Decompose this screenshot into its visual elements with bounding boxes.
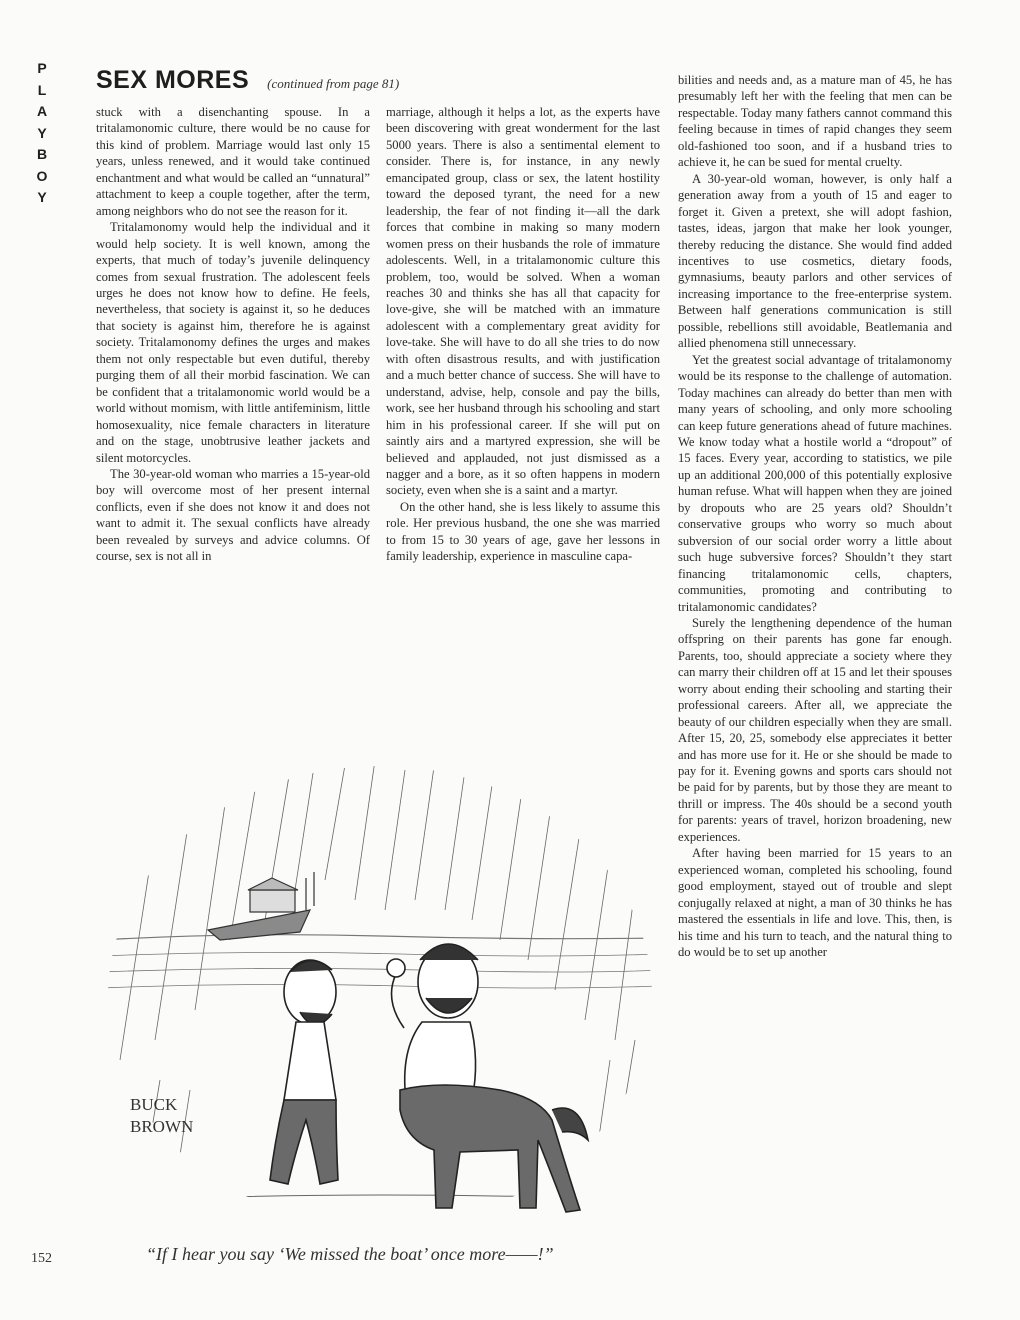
article-headline	[96, 66, 399, 95]
masthead-letter: A	[36, 103, 48, 119]
artist-signature: BROWN	[130, 1117, 194, 1136]
centaur-figure	[387, 944, 588, 1212]
masthead-letter: L	[37, 81, 47, 98]
paragraph: bilities and needs and, as a mature man of 45, he has presumably left her with the feeling that men can be respectable. Today many fathers cannot command this feeling because in times of rapid changes they seem old-fashioned too soon, and if a husband tries to achieve it, he can be sued for mental cruelty.	[678, 73, 952, 170]
paragraph: The 30-year-old woman who marries a 15-year-old boy will overcome most of her present internal conflicts, even if she does not know it and does not want to admit it. The sexual conflicts have already been revealed by surveys and advice columns. Of course, sex is not all in	[96, 466, 370, 564]
paragraph: Yet the greatest social advantage of tritalamonomy would be its response to the challenge of automation. Today machines can already do better than men with many years of schooling, and only more schooling can keep future generations ahead of future machines. We know today what a hostile world a “dropout” of 15 faces. Every year, according to statistics, we pile up an additional 200,000 of this potentially explosive human refuse. What will happen when they are joined by dropouts who are 25 years old? Shouldn’t conservative groups who worry so much about subversion of our social order worry a little about such huge subversive forces? Shouldn’t they start financing tritalamonomic cells, chapters, communities, promoting and contributing to tritalamonomic candidates?	[678, 352, 952, 614]
article-title: SEX MORES	[96, 66, 250, 94]
masthead-letter: Y	[37, 124, 47, 141]
cartoon-drawing	[100, 760, 660, 1232]
masthead-letter: B	[36, 146, 48, 162]
paragraph: stuck with a disenchanting spouse. In a tritalamonomic culture, there would be no cause for this kind of problem. Marriage would last only 15 years, unless renewed, and it would take continued enchantment and what would be called an “unnatural” attachment to keep a couple together, after the term, among neighbors who do not see the reason for it.	[96, 105, 370, 218]
faun-figure	[270, 960, 338, 1184]
text-column-1	[96, 104, 370, 565]
paragraph: marriage, although it helps a lot, as the experts have been discovering with great wonderment for the last 5000 years. There is also a sentimental element to consider. There is, for instance, in any newly emancipated group, class or sex, the latent hostility toward the deposed tyrant, the need for a new leadership, the fear of not finding it—all the dark forces that combine in making so many modern women press on their husbands the role of immature adolescents. Well, in a tritalamonomic culture this problem, too, would be solved. When a woman reaches 30 and thinks she has all that capacity for love-give, she will be matched with an immature adolescent with a complementary great avidity for love-take. She will have to do all she tries to do now with often disastrous results, and with justification and a much better chance of success. She will have to understand, advise, help, console and pay the bills, work, see her husband through his schooling and start him in his professional career. If she will put on saintly airs and a martyred expression, she will be believed and applauded, not just dismissed as a nagger and a bore, as it so often happens in modern society, even when she is a saint and a martyr.	[386, 105, 660, 498]
masthead-letter: P	[37, 60, 47, 76]
ark-boat	[208, 872, 314, 940]
magazine-masthead	[30, 58, 54, 209]
paragraph: Surely the lengthening dependence of the human offspring on their parents has gone far enough. Parents, too, should appreciate a society where they can marry their children off at 15 and let their spouses worry about ending their schooling and starting their professional careers. After all, we appreciate the beauty of our children especially when they are small. After 15, 20, 25, somebody else appreciates it better and has more use for it. He or she should be made to pay for it. Evening gowns and sports cars should not be paid for by parents, but by those they are meant to thrill or impress. The 40s should be a second youth for parents: years of travel, horizon broadening, new experiences.	[678, 615, 952, 844]
text-column-3	[678, 72, 952, 960]
paragraph: After having been married for 15 years to an experienced woman, completed his schooling, found good employment, stayed out of trouble and slept conjugally relaxed at night, a man of 30 thinks he has mastered the essentials in life and love. This, then, is his time and his turn to teach, and the natural thing to do would be to set up another	[678, 846, 952, 960]
page-number: 152	[31, 1251, 52, 1266]
sea-lines	[100, 935, 660, 988]
paragraph: On the other hand, she is less likely to assume this role. Her previous husband, the one she was married to from 15 to 30 years of age, gave her lessons in family leadership, experience in masculine capa-	[386, 499, 660, 564]
continued-note: (continued from page 81)	[267, 76, 400, 91]
artist-signature: BUCK	[130, 1095, 178, 1114]
masthead-letter: Y	[37, 189, 47, 205]
masthead-letter: O	[36, 167, 48, 184]
text-column-2	[386, 104, 660, 565]
cartoon-caption: “If I hear you say ‘We missed the boat’ once more——!”	[146, 1244, 554, 1264]
paragraph: Tritalamonomy would help the individual and it would help society. It is well known, among the experts, that much of today’s juvenile delinquency comes from sexual frustration. The adolescent feels urges he does not know how to define. He feels, nevertheless, that society is against it, so he deduces that society is against him, therefore he is against society. Tritalamonomy defines the urges and makes them not only respectable but even dutiful, thereby purging them of all their morbid fascination. We can be confident that a tritalamonomic world would be a world without momism, with little antifeminism, little homosexuality, nice female characters in literature and on the stage, unobtrusive leather jackets and silent motorcycles.	[96, 220, 370, 465]
paragraph: A 30-year-old woman, however, is only half a generation away from a youth of 15 and eager to forget it. Given a pretext, she will adopt fashion, tastes, ideas, jargon that make her look younger, thereby reducing the distance. She would find added incentives to use cosmetics, dietary foods, gymnasiums, beauty parlors and other services of increasing importance to the free-enterprise system. Between half generations communication is still possible, rebellions still avoidable, Beatlemania and allied phenomena still unnecessary.	[678, 171, 952, 351]
cartoon-illustration	[100, 760, 660, 1232]
